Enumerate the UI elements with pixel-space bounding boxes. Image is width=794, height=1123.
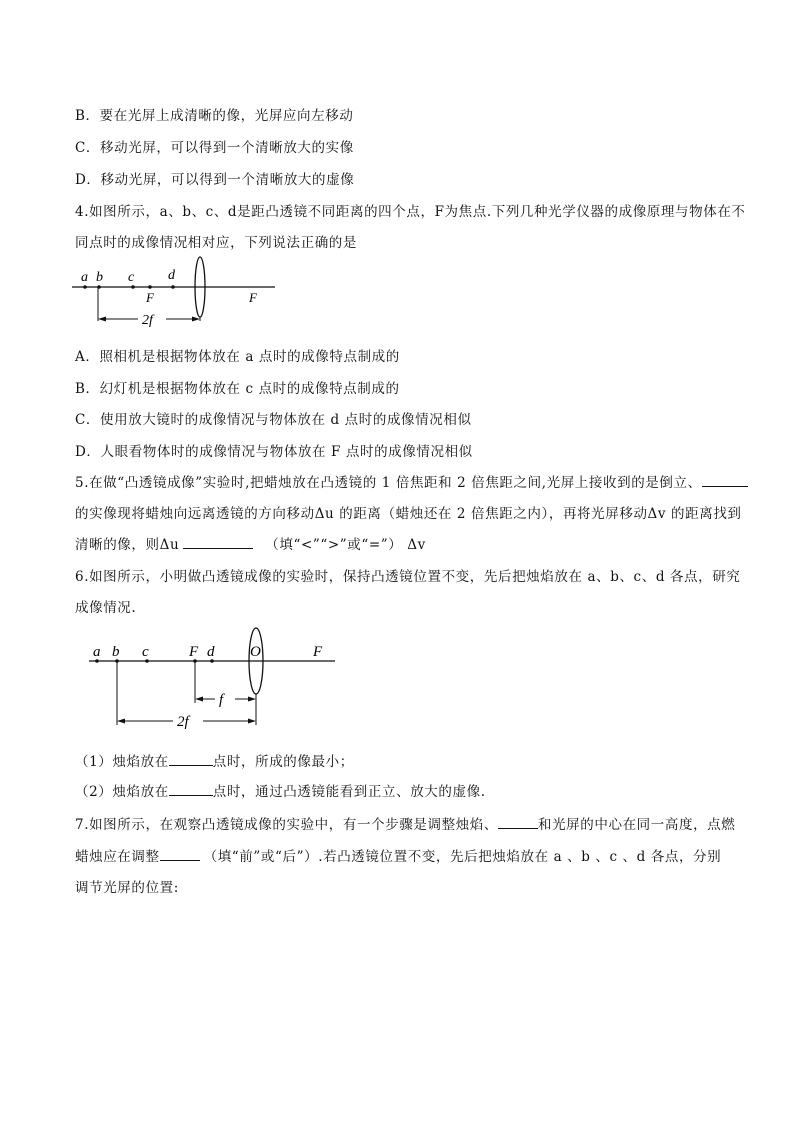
q7-line-1-a: 7.如图所示，在观察凸透镜成像的实验中，有一个步骤是调整烛焰、	[75, 817, 498, 833]
q4-option-c: C．使用放大镜时的成像情况与物体放在 d 点时的成像情况相似	[75, 412, 472, 428]
q4-lens-figure	[70, 255, 280, 330]
q6-blank-2	[169, 783, 213, 796]
q7-blank-2	[160, 848, 200, 861]
q4-option-d: D．人眼看物体时的成像情况与物体放在 F 点时的成像情况相似	[75, 444, 473, 460]
q7-blank-1	[498, 816, 538, 829]
q5-line-3-b: （填“<”“>”或“=”） Δv	[265, 537, 426, 553]
q3-option-b: B．要在光屏上成清晰的像，光屏应向左移动	[75, 108, 354, 124]
q3-option-d: D．移动光屏，可以得到一个清晰放大的虚像	[75, 172, 355, 188]
q7-line-1-b: 和光屏的中心在同一高度，点燃	[537, 817, 736, 833]
q5-line-1	[75, 471, 748, 491]
q4-stem-line-2: 同点时的成像情况相对应，下列说法正确的是	[75, 235, 357, 251]
q6-sub-question-2	[75, 780, 486, 800]
q4-dimension-2f: 2f	[142, 313, 153, 328]
q6-sub2-b: 点时，通过凸透镜能看到正立、放大的虚像.	[212, 784, 486, 800]
q7-line-3: 调节光屏的位置:	[75, 880, 179, 896]
q6-sub1-b: 点时，所成的像最小；	[212, 754, 354, 770]
q5-line-3	[75, 533, 426, 553]
q6-point-d: d	[207, 644, 215, 660]
q6-focus-left: F	[189, 644, 199, 660]
q7-line-2	[75, 845, 721, 865]
q5-line-3-a: 清晰的像，则Δu	[75, 537, 180, 553]
q5-line-2: 的实像现将蜡烛向远离透镜的方向移动Δu 的距离（蜡烛还在 2 倍焦距之内），再将光屏移动Δv 的距离找到	[75, 506, 742, 522]
q5-blank-1	[702, 474, 748, 487]
q4-point-a: a	[81, 270, 88, 285]
q6-sub1-a: （1）烛焰放在	[75, 754, 169, 770]
q4-point-c: c	[128, 270, 135, 285]
q4-option-a: A．照相机是根据物体放在 a 点时的成像特点制成的	[75, 349, 400, 365]
q4-stem-line-1: 4.如图所示，a、b、c、d是距凸透镜不同距离的四个点，F为焦点.下列几种光学仪器的成像原理与物体在不	[75, 204, 746, 220]
q3-option-c: C．移动光屏，可以得到一个清晰放大的实像	[75, 140, 354, 156]
q4-point-b: b	[96, 270, 103, 285]
q6-dimension-2f: 2f	[177, 714, 189, 730]
q6-dimension-f: f	[219, 692, 224, 708]
q6-lens-figure	[85, 625, 345, 735]
q6-point-c: c	[142, 644, 149, 660]
q6-blank-1	[169, 753, 213, 766]
q4-point-d: d	[168, 268, 175, 283]
q7-line-2-b: （填“前”或“后”）.若凸透镜位置不变，先后把烛焰放在 a 、b 、c 、d 各点，分别	[203, 849, 722, 865]
q5-line-1-text: 5.在做“凸透镜成像”实验时,把蜡烛放在凸透镜的 1 倍焦距和 2 倍焦距之间,光屏上接收到的是倒立、	[75, 475, 702, 491]
q6-stem-line-2: 成像情况.	[75, 600, 137, 616]
q6-sub-question-1	[75, 750, 354, 770]
q4-option-b: B．幻灯机是根据物体放在 c 点时的成像特点制成的	[75, 381, 400, 397]
q5-blank-2	[183, 536, 253, 549]
q6-point-a: a	[93, 644, 101, 660]
q6-sub2-a: （2）烛焰放在	[75, 784, 169, 800]
q6-stem-line-1: 6.如图所示，小明做凸透镜成像的实验时，保持凸透镜位置不变，先后把烛焰放在 a、b、c、d 各点，研究	[75, 569, 741, 585]
q6-point-b: b	[112, 644, 120, 660]
q6-optical-center: O	[250, 644, 261, 660]
q7-line-1	[75, 813, 735, 833]
q7-line-2-a: 蜡烛应在调整	[75, 849, 160, 865]
q4-focus-left: F	[146, 290, 154, 305]
q4-focus-right: F	[249, 290, 257, 305]
q6-focus-right: F	[313, 644, 323, 660]
